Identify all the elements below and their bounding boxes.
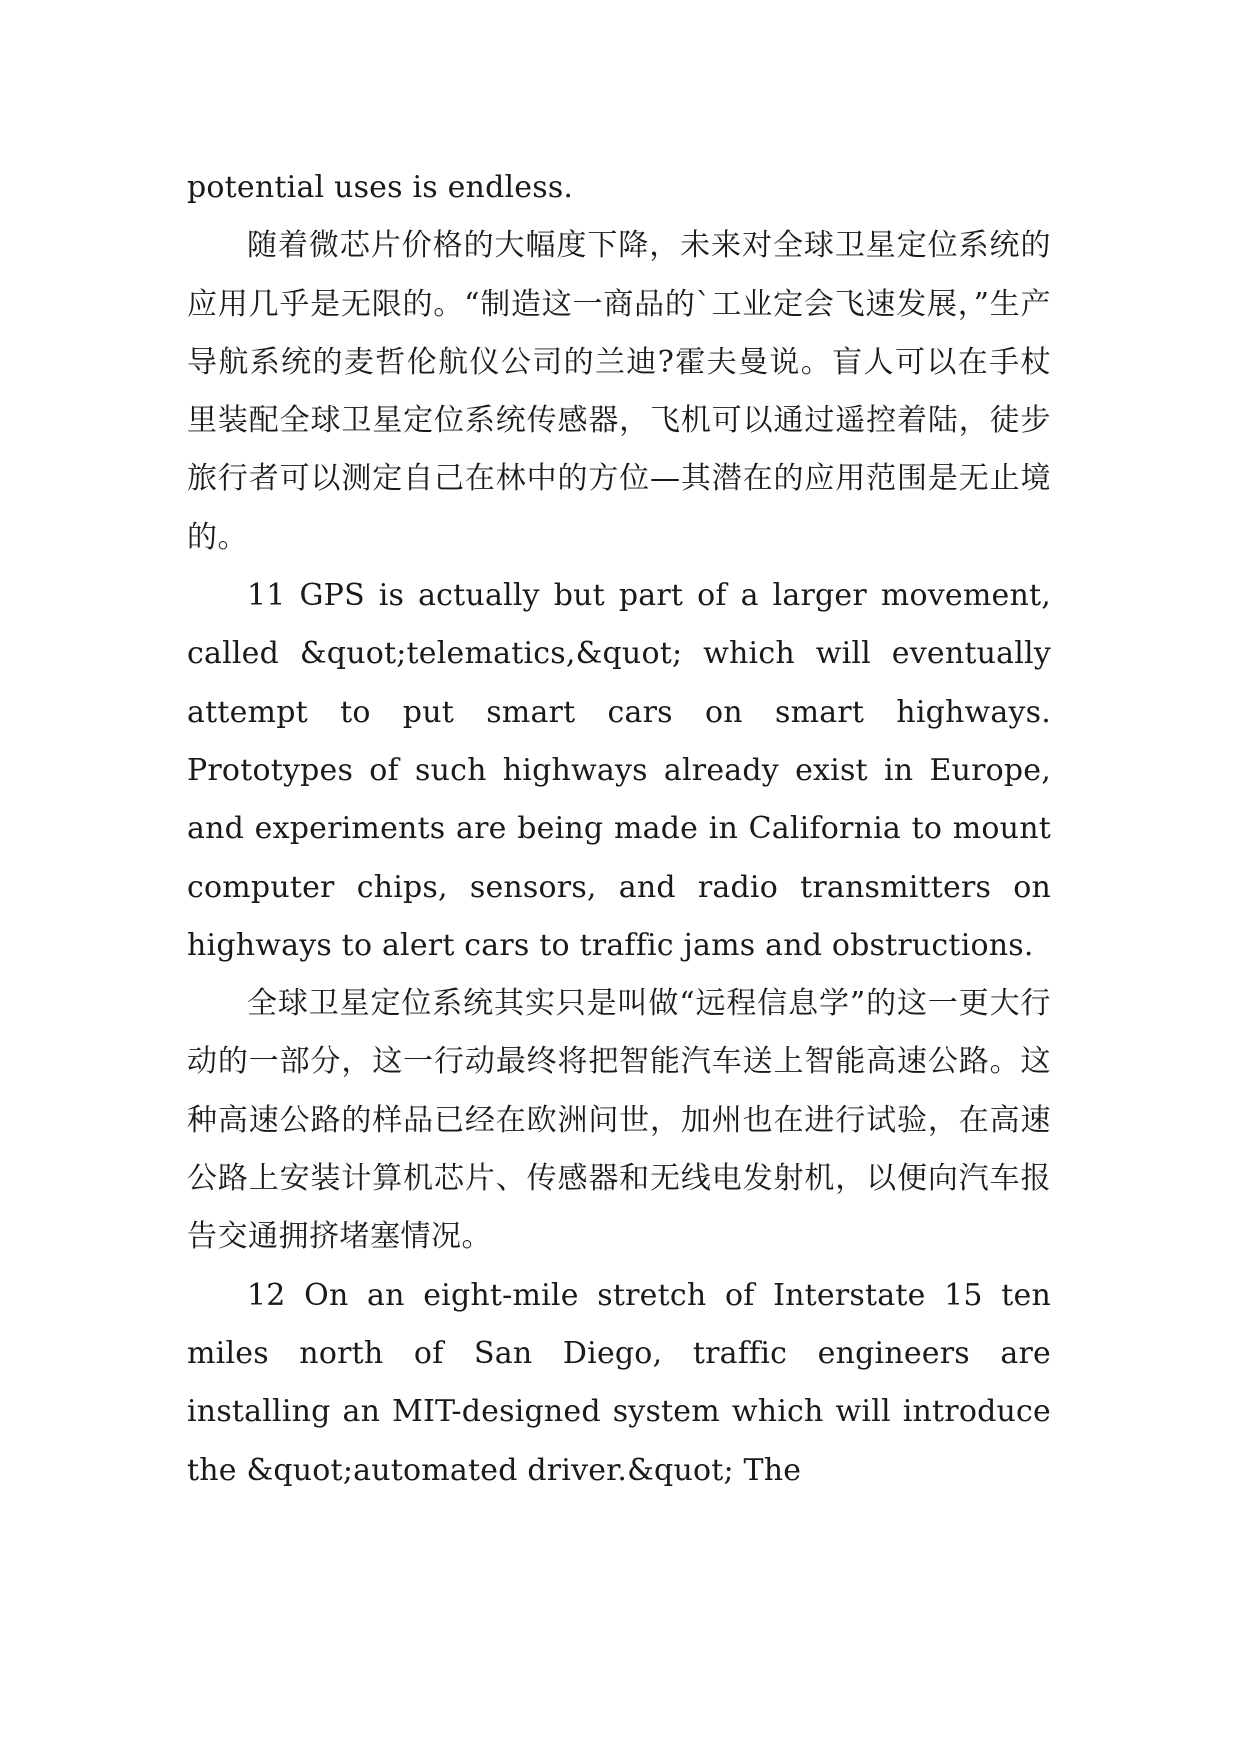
paragraph-chinese-translation-1: 随着微芯片价格的大幅度下降，未来对全球卫星定位系统的应用几乎是无限的。“制造这一商品的`工业定会飞速发展，”生产导航系统的麦哲伦航仪公司的兰迪?霍夫曼说。盲人可以在手杖里装配全球卫星定位系统传感器，飞机可以通过遥控着陆，徒步旅行者可以测定自己在林中的方位—其潜在的应用范围是无止境的。 <box>187 228 1051 555</box>
paragraph-english-11: 11 GPS is actually but part of a larger movement, called &quot;telematics,&quot; which will eventually attempt to put smart cars on smart highways. Prototypes of such highways already exist in Europe, and experiments are being made in California to mount computer chips, sensors, and radio transmitters on highways to alert cars to traffic jams and obstructions. <box>187 578 1051 963</box>
body-text <box>187 159 1051 1500</box>
paragraph-chinese-translation-2: 全球卫星定位系统其实只是叫做“远程信息学”的这一更大行动的一部分，这一行动最终将把智能汽车送上智能高速公路。这种高速公路的样品已经在欧洲问世，加州也在进行试验，在高速公路上安装计算机芯片、传感器和无线电发射机，以便向汽车报告交通拥挤堵塞情况。 <box>187 986 1051 1255</box>
paragraph-english-continued: potential uses is endless. <box>187 170 574 205</box>
paragraph-english-12: 12 On an eight-mile stretch of Interstate 15 ten miles north of San Diego, traffic engineers are installing an MIT-designed system which will introduce the &quot;automated driver.&quot; The <box>187 1277 1051 1488</box>
